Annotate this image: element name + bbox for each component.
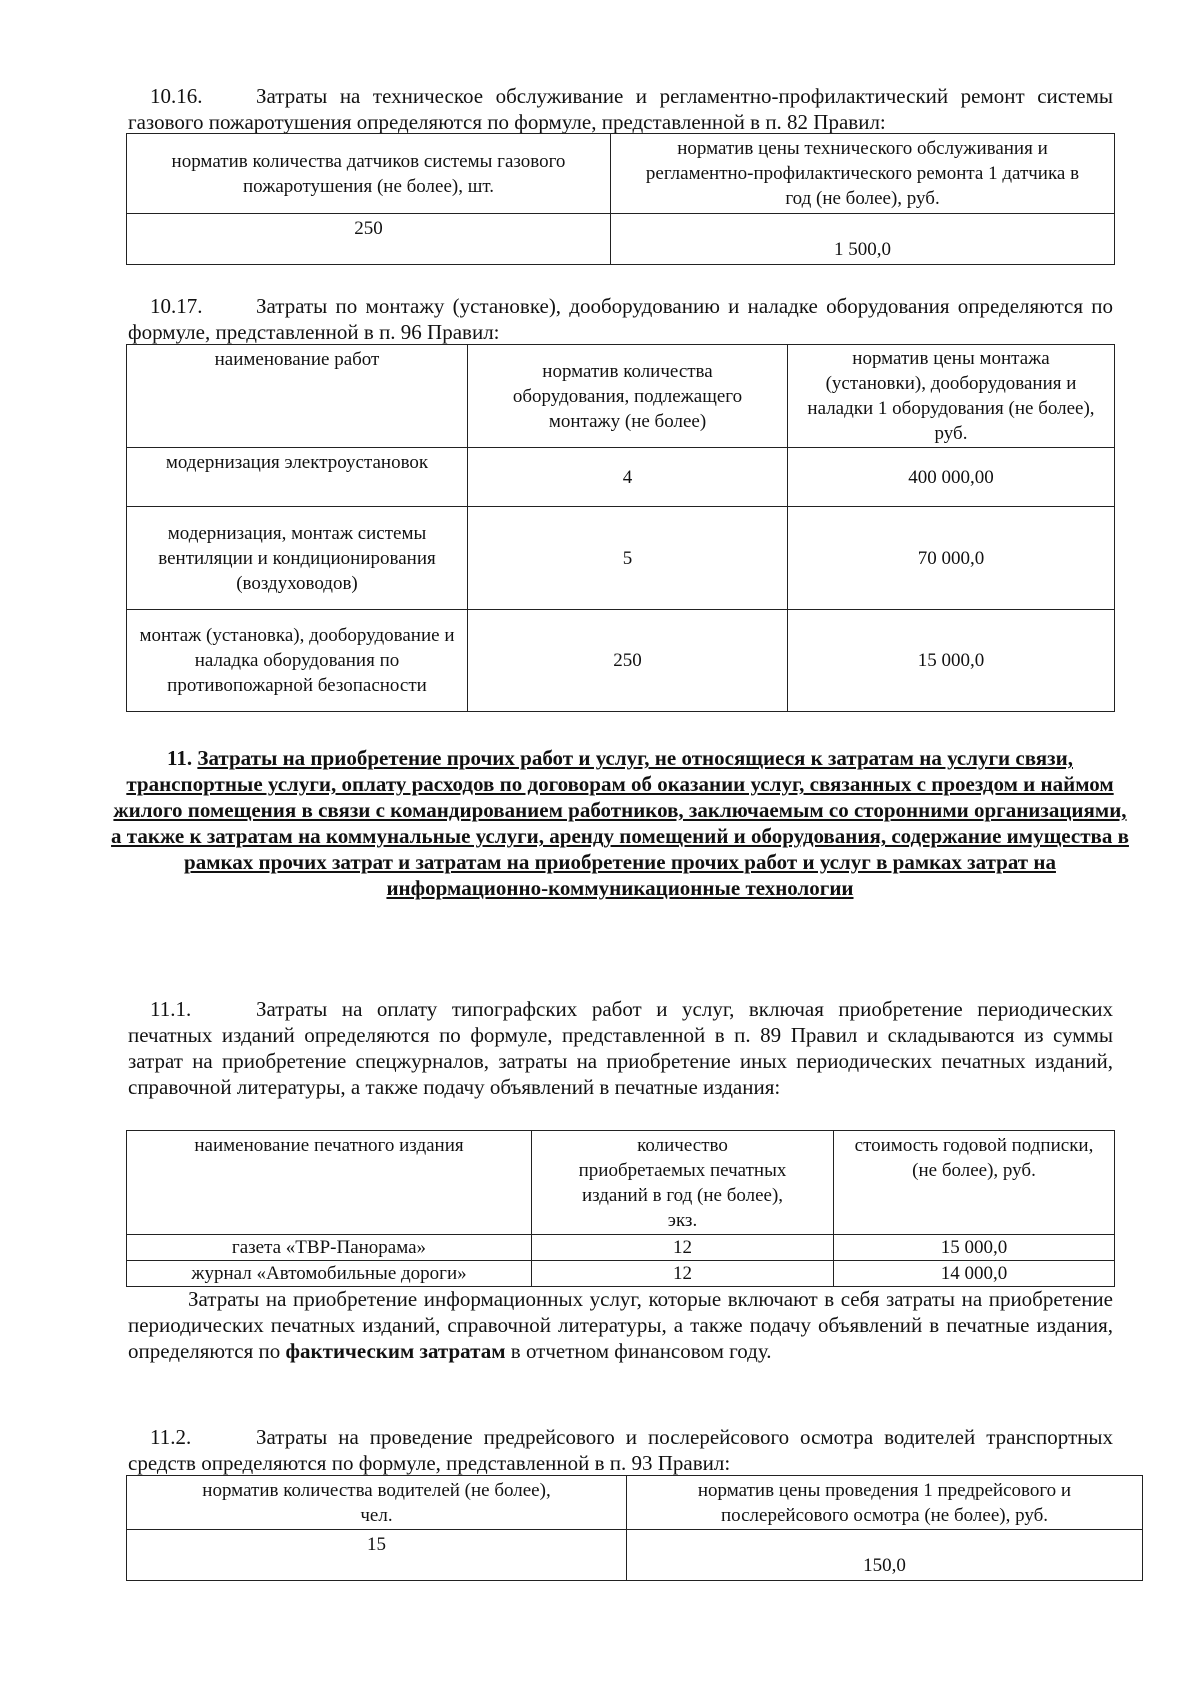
section-11-heading xyxy=(110,745,1130,901)
table-cell: 15 xyxy=(127,1530,627,1581)
paragraph-11-1 xyxy=(128,996,1113,1100)
table-cell: 15 000,0 xyxy=(834,1235,1115,1261)
paragraph-text: Затраты на техническое обслуживание и регламентно-профилактический ремонт системы газового пожаротушения определяются по формуле, представленной в п. 82 Правил: xyxy=(128,84,1113,134)
table-header-cell: стоимость годовой подписки, (не более), руб. xyxy=(834,1131,1115,1235)
table-cell: 70 000,0 xyxy=(788,507,1115,610)
section-title: Затраты на приобретение прочих работ и услуг, не относящиеся к затратам на услуги связи, транспортные услуги, оплату расходов по договорам об оказании услуг, связанных с проездом и наймом жилого помещения в связи с командированием работников, заключаемым со сторонними организациями, а также к затратам на коммунальные услуги, аренду помещений и оборудования, содержание имущества в рамках прочих затрат и затратам на приобретение прочих работ и услуг в рамках затрат на информационно-коммуникационные технологии xyxy=(111,746,1129,900)
table-cell: 15 000,0 xyxy=(788,610,1115,712)
table-header-cell: количество приобретаемых печатных изданий в год (не более), экз. xyxy=(532,1131,834,1235)
table-10-16 xyxy=(126,133,1115,265)
note-text-end: в отчетном финансовом году. xyxy=(510,1339,772,1363)
paragraph-10-17 xyxy=(128,293,1113,345)
paragraph-number: 11.1. xyxy=(150,997,192,1021)
paragraph-10-16 xyxy=(128,83,1113,135)
table-header-cell: норматив цены технического обслуживания и регламентно-профилактического ремонта 1 датчика в год (не более), руб. xyxy=(611,134,1115,214)
table-header-cell: норматив количества датчиков системы газового пожаротушения (не более), шт. xyxy=(127,134,611,214)
note-text: Затраты на приобретение информационных услуг, которые включают в себя затраты на приобретение периодических печатных изданий, справочной литературы, а также подачу объявлений в печатные издания, определяются по xyxy=(128,1287,1113,1363)
table-header-cell: норматив цены монтажа (установки), дооборудования и наладки 1 оборудования (не более), руб. xyxy=(788,345,1115,448)
table-10-17 xyxy=(126,344,1115,712)
paragraph-number: 10.16. xyxy=(150,84,203,108)
paragraph-number: 11.2. xyxy=(150,1425,192,1449)
table-cell: 14 000,0 xyxy=(834,1261,1115,1287)
table-cell: 4 xyxy=(468,448,788,507)
table-header-cell: норматив количества оборудования, подлежащего монтажу (не более) xyxy=(468,345,788,448)
table-cell: 250 xyxy=(468,610,788,712)
paragraph-text: Затраты на проведение предрейсового и послерейсового осмотра водителей транспортных средств определяются по формуле, представленной в п. 93 Правил: xyxy=(128,1425,1113,1475)
table-cell: 12 xyxy=(532,1235,834,1261)
table-cell: журнал «Автомобильные дороги» xyxy=(127,1261,532,1287)
paragraph-number: 10.17. xyxy=(150,294,203,318)
paragraph-11-2 xyxy=(128,1424,1113,1476)
note-bold-text: фактическим затратам xyxy=(285,1339,506,1363)
table-cell: модернизация электроустановок xyxy=(127,448,468,507)
table-cell: 250 xyxy=(127,214,611,265)
table-header-cell: наименование работ xyxy=(127,345,468,448)
table-cell: модернизация, монтаж системы вентиляции и кондиционирования (воздуховодов) xyxy=(127,507,468,610)
section-number: 11. xyxy=(167,746,198,770)
paragraph-text: Затраты на оплату типографских работ и услуг, включая приобретение периодических печатных изданий определяются по формуле, представленной в п. 89 Правил и складываются из суммы затрат на приобретение спецжурналов, затраты на приобретение иных периодических печатных изданий, справочной литературы, а также подачу объявлений в печатные издания: xyxy=(128,997,1113,1099)
table-cell: 400 000,00 xyxy=(788,448,1115,507)
table-cell: 150,0 xyxy=(627,1530,1143,1581)
table-header-cell: норматив количества водителей (не более), чел. xyxy=(127,1476,627,1530)
table-cell: монтаж (установка), дооборудование и наладка оборудования по противопожарной безопасности xyxy=(127,610,468,712)
table-cell: газета «ТВР-Панорама» xyxy=(127,1235,532,1261)
table-cell: 1 500,0 xyxy=(611,214,1115,265)
paragraph-text: Затраты по монтажу (установке), дооборудованию и наладке оборудования определяются по формуле, представленной в п. 96 Правил: xyxy=(128,294,1113,344)
table-header-cell: норматив цены проведения 1 предрейсового и послерейсового осмотра (не более), руб. xyxy=(627,1476,1143,1530)
table-header-cell: наименование печатного издания xyxy=(127,1131,532,1235)
paragraph-11-1-note xyxy=(128,1286,1113,1364)
table-cell: 5 xyxy=(468,507,788,610)
table-cell: 12 xyxy=(532,1261,834,1287)
table-11-2 xyxy=(126,1475,1143,1581)
table-11-1 xyxy=(126,1130,1115,1287)
